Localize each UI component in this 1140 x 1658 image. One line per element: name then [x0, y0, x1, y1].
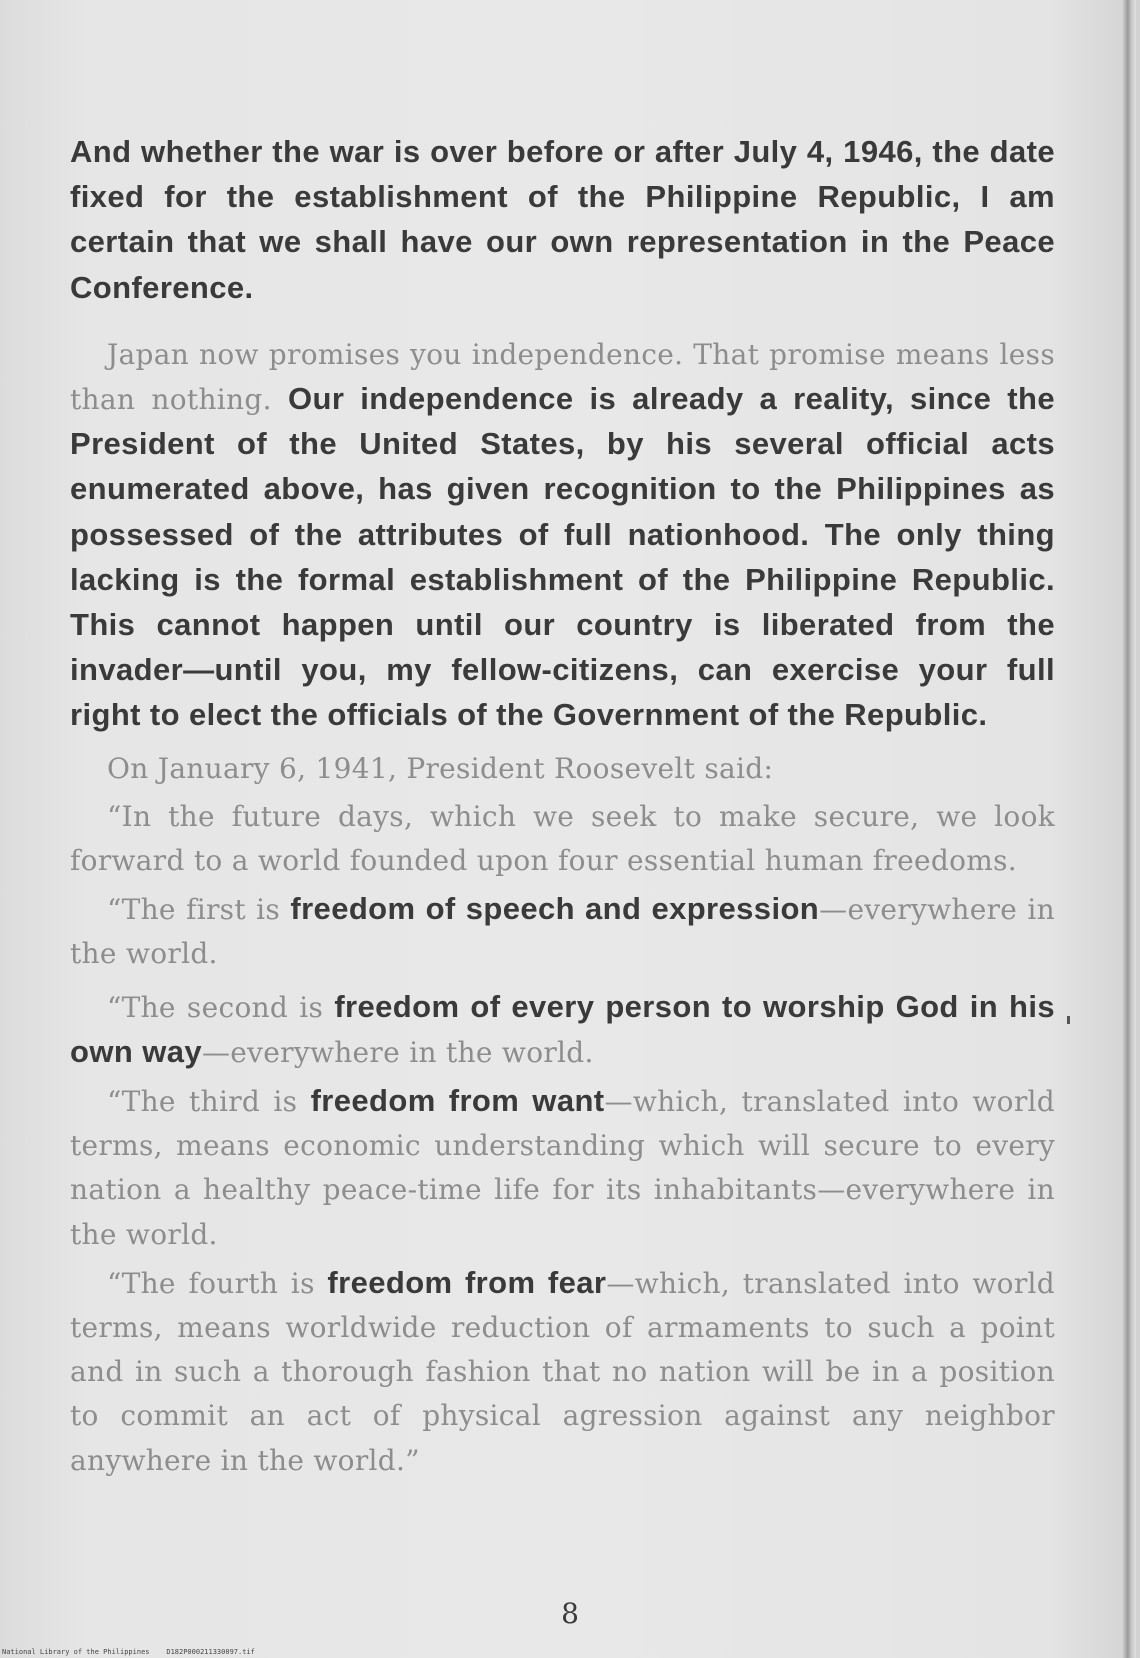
text-segment: “The second is: [107, 990, 335, 1024]
paragraph-quote-intro: [70, 795, 1055, 883]
paragraph-fourth-freedom: [70, 1261, 1055, 1483]
paragraph-philippine-republic: [70, 130, 1055, 311]
text-segment: Japan now promises you independence. That promise means less than nothing.: [70, 337, 1055, 417]
text-segment: —which, translated into world terms, means economic understanding which will secure to every nation a healthy peace-time life for its inhabitants—everywhere in the world.: [70, 1085, 1055, 1251]
text-segment: —everywhere in the world.: [202, 1035, 594, 1069]
text-segment: —which, translated into world terms, means worldwide reduction of armaments to such a point and in such a thorough fashion that no nation will be in a position to commit an act of physical agression against any neighbor anywhere in the world.”: [70, 1266, 1055, 1477]
scan-footer: National Library of the Philippines D182P000211330097.tif: [2, 1648, 255, 1656]
text-segment: “In the future days, which we seek to make secure, we look forward to a world founded upon four essential human freedoms.: [70, 799, 1055, 878]
page-number: 8: [561, 1597, 579, 1630]
paragraph-third-freedom: [70, 1079, 1055, 1257]
text-segment-bold: freedom from fear: [327, 1264, 607, 1300]
page-body: [70, 130, 1055, 1483]
text-segment: —everywhere in the world.: [70, 893, 1055, 971]
text-segment-bold: Our independence is already a reality, since the President of the United States, by his several official acts enumerated above, has given recognition to the Philippines as possessed of the attributes of full nationhood. The only thing lacking is the formal establishment of the Philippine Republic. This cannot happen until our country is liberated from the invader—until you, my fellow-citizens, can exercise your full right to elect the officials of the Government of the Republic.: [70, 381, 1055, 733]
text-segment: “The first is: [107, 893, 291, 927]
scan-mark: [1067, 1016, 1070, 1024]
text-segment-bold: freedom from want: [310, 1083, 605, 1119]
paragraph-roosevelt-intro: [70, 747, 1055, 791]
text-segment-bold: freedom of speech and expression: [290, 891, 820, 927]
text-segment: And whether the war is over before or after July 4, 1946, the date fixed for the establishment of the Philippine Republic, I am certain that we shall have our own representation in the Peace Conference.: [70, 134, 1055, 305]
text-segment: “The fourth is: [107, 1266, 328, 1300]
page-edge-shadow: [1122, 0, 1136, 1658]
paragraph-independence: [70, 333, 1055, 739]
paragraph-second-freedom: [70, 985, 1055, 1075]
text-segment: On January 6, 1941, President Roosevelt said:: [107, 751, 774, 785]
text-segment-bold: freedom of every person to worship God in his own way: [70, 988, 1055, 1069]
text-segment: “The third is: [107, 1085, 311, 1119]
paragraph-first-freedom: [70, 887, 1055, 976]
